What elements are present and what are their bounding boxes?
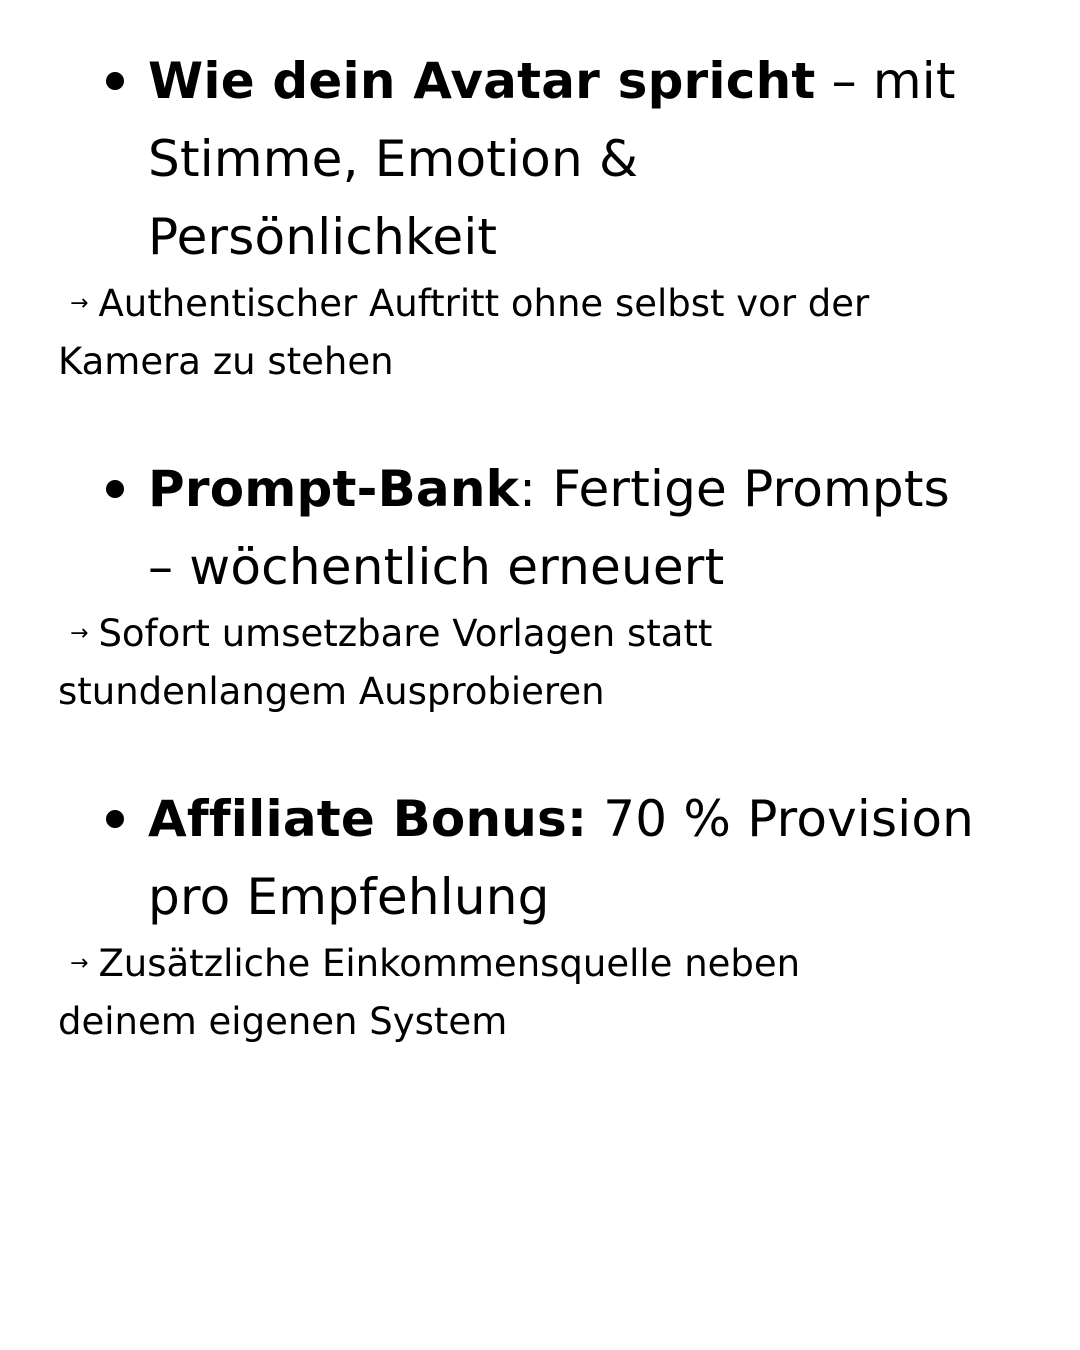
feature-benefit-line (58, 935, 1058, 993)
feature-heading-line: Stimme, Emotion & (148, 130, 639, 188)
feature-benefit-text: Zusätzliche Einkommensquelle neben (98, 942, 801, 985)
feature-heading-line: Persönlichkeit (148, 208, 498, 266)
feature-heading-line (148, 450, 1028, 528)
feature-heading-line (148, 42, 1028, 120)
feature-heading-line (148, 780, 1028, 858)
feature-benefit-line: deinem eigenen System (58, 1000, 508, 1043)
feature-title: Affiliate Bonus: (148, 790, 588, 848)
feature-heading-rest: : Fertige Prompts (519, 460, 950, 518)
arrow-right-icon: → (70, 621, 89, 646)
feature-benefit-line: Kamera zu stehen (58, 340, 394, 383)
feature-heading-line: pro Empfehlung (148, 868, 550, 926)
feature-heading-rest: – mit (815, 52, 956, 110)
feature-title: Wie dein Avatar spricht (148, 52, 816, 110)
feature-benefit-line: stundenlangem Ausprobieren (58, 670, 605, 713)
arrow-right-icon: → (70, 291, 89, 316)
feature-benefit-line (58, 605, 1058, 663)
feature-title: Prompt-Bank (148, 460, 520, 518)
arrow-right-icon: → (70, 951, 89, 976)
feature-benefit-text: Authentischer Auftritt ohne selbst vor der (98, 282, 870, 325)
bullet-icon (106, 810, 124, 828)
bullet-icon (106, 72, 124, 90)
feature-heading-rest: 70 % Provision (587, 790, 975, 848)
feature-benefit-line (58, 275, 1058, 333)
feature-benefit-text: Sofort umsetzbare Vorlagen statt (98, 612, 713, 655)
bullet-icon (106, 480, 124, 498)
feature-heading-line: – wöchentlich erneuert (148, 538, 725, 596)
